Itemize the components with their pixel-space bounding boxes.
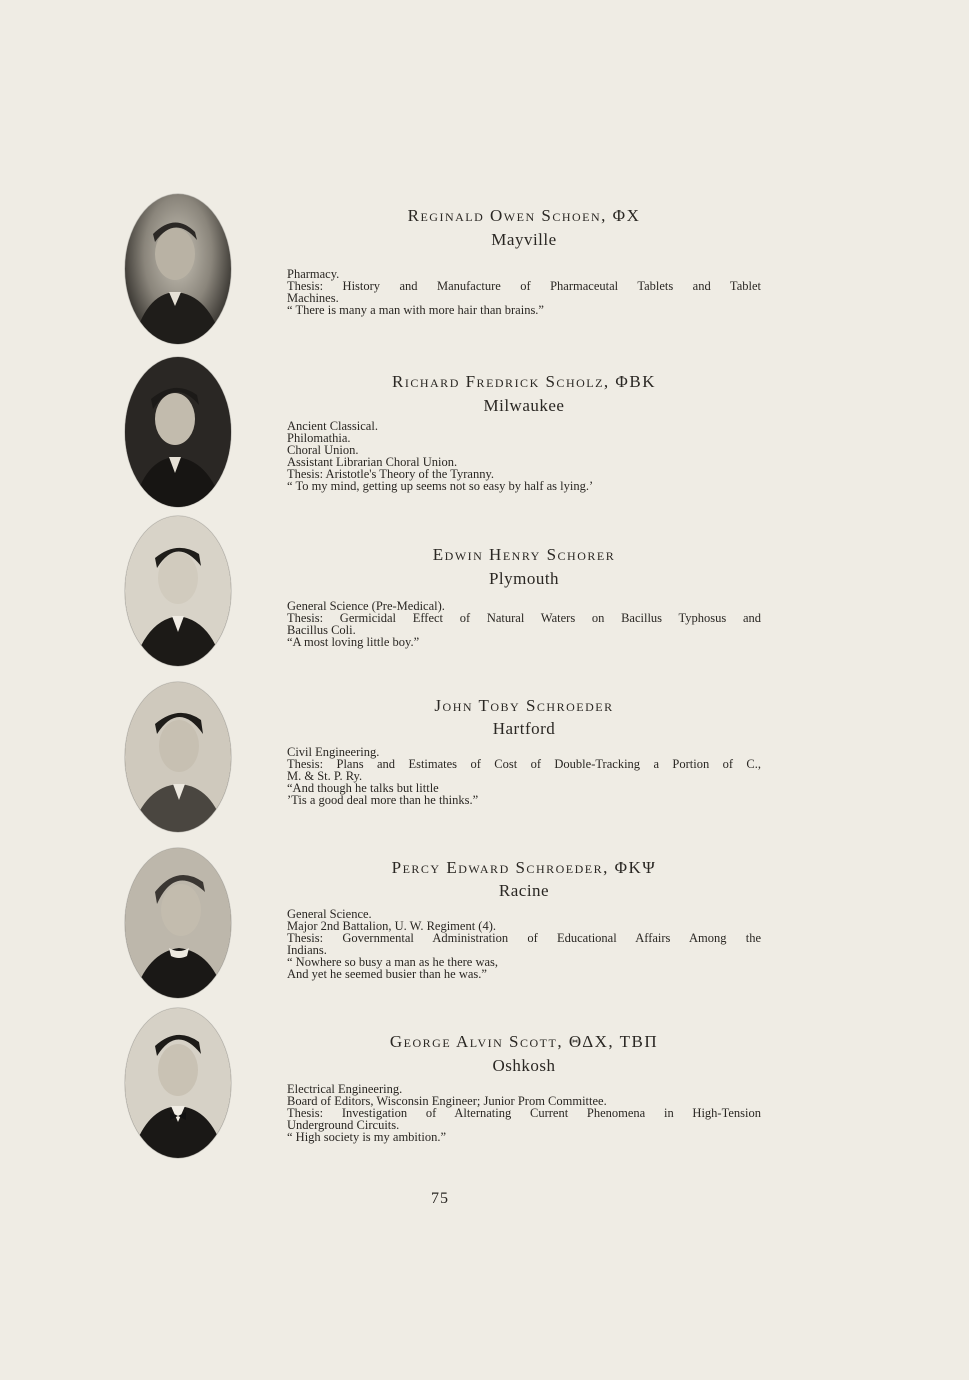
portrait-photo [125, 848, 231, 998]
hometown: Milwaukee [483, 396, 565, 415]
detail-line: General Science (Pre-Medical). [287, 599, 445, 613]
portrait-photo [125, 1008, 231, 1158]
student-details [287, 908, 761, 980]
student-name: Percy Edward Schroeder, ΦKΨ [391, 858, 657, 877]
student-details [287, 1083, 761, 1143]
detail-line: And yet he seemed busier than he was.” [287, 967, 487, 981]
student-name: Reginald Owen Schoen, ΦX [407, 206, 641, 225]
student-details [287, 746, 761, 806]
detail-line: Machines. [287, 291, 339, 305]
student-name: George Alvin Scott, ΘΔX, TBΠ [389, 1032, 659, 1051]
detail-line: Thesis: Governmental Administration of Educational Affairs Among the [287, 931, 761, 945]
detail-line: Major 2nd Battalion, U. W. Regiment (4). [287, 919, 497, 933]
student-name: John Toby Schroeder [434, 696, 614, 715]
detail-line: Civil Engineering. [287, 745, 380, 759]
detail-line: “A most loving little boy.” [287, 635, 420, 649]
detail-line: Indians. [287, 943, 327, 957]
hometown: Plymouth [488, 569, 560, 588]
student-details [287, 600, 761, 648]
portrait-photo [125, 682, 231, 832]
detail-line: Board of Editors, Wisconsin Engineer; Junior Prom Committee. [287, 1094, 607, 1108]
portrait-photo [125, 194, 231, 344]
detail-line: M. & St. P. Ry. [287, 769, 363, 783]
detail-line: “ There is many a man with more hair than brains.” [287, 303, 544, 317]
detail-line: Electrical Engineering. [287, 1082, 403, 1096]
portrait-photo [125, 516, 231, 666]
detail-line: Thesis: Aristotle's Theory of the Tyranny. [287, 467, 495, 481]
page-number: 75 [431, 1190, 449, 1207]
hometown: Racine [498, 881, 550, 900]
detail-line: “ Nowhere so busy a man as he there was, [287, 955, 499, 969]
detail-line: Thesis: Plans and Estimates of Cost of Double-Tracking a Portion of C., [287, 757, 761, 771]
hometown: Mayville [491, 230, 557, 249]
detail-line: Thesis: History and Manufacture of Pharmaceutal Tablets and Tablet [287, 279, 761, 293]
hometown: Oshkosh [492, 1056, 556, 1075]
detail-line: “And though he talks but little [287, 781, 439, 795]
detail-line: Pharmacy. [287, 267, 340, 281]
portrait-photo [125, 357, 231, 507]
student-name: Richard Fredrick Scholz, ΦBK [392, 372, 656, 391]
detail-line: Thesis: Germicidal Effect of Natural Waters on Bacillus Typhosus and [287, 611, 761, 625]
hometown: Hartford [492, 719, 556, 738]
detail-line: “ To my mind, getting up seems not so easy by half as lying.’ [287, 479, 594, 493]
detail-line: Bacillus Coli. [287, 623, 356, 637]
student-details [287, 268, 761, 316]
student-details [287, 420, 761, 492]
detail-line: Philomathia. [287, 431, 351, 445]
detail-line: Choral Union. [287, 443, 359, 457]
student-name: Edwin Henry Schorer [432, 545, 616, 564]
detail-line: ’Tis a good deal more than he thinks.” [287, 793, 479, 807]
detail-line: Ancient Classical. [287, 419, 378, 433]
detail-line: Thesis: Investigation of Alternating Current Phenomena in High-Tension [287, 1106, 761, 1120]
detail-line: “ High society is my ambition.” [287, 1130, 447, 1144]
detail-line: Assistant Librarian Choral Union. [287, 455, 458, 469]
detail-line: General Science. [287, 907, 372, 921]
detail-line: Underground Circuits. [287, 1118, 400, 1132]
